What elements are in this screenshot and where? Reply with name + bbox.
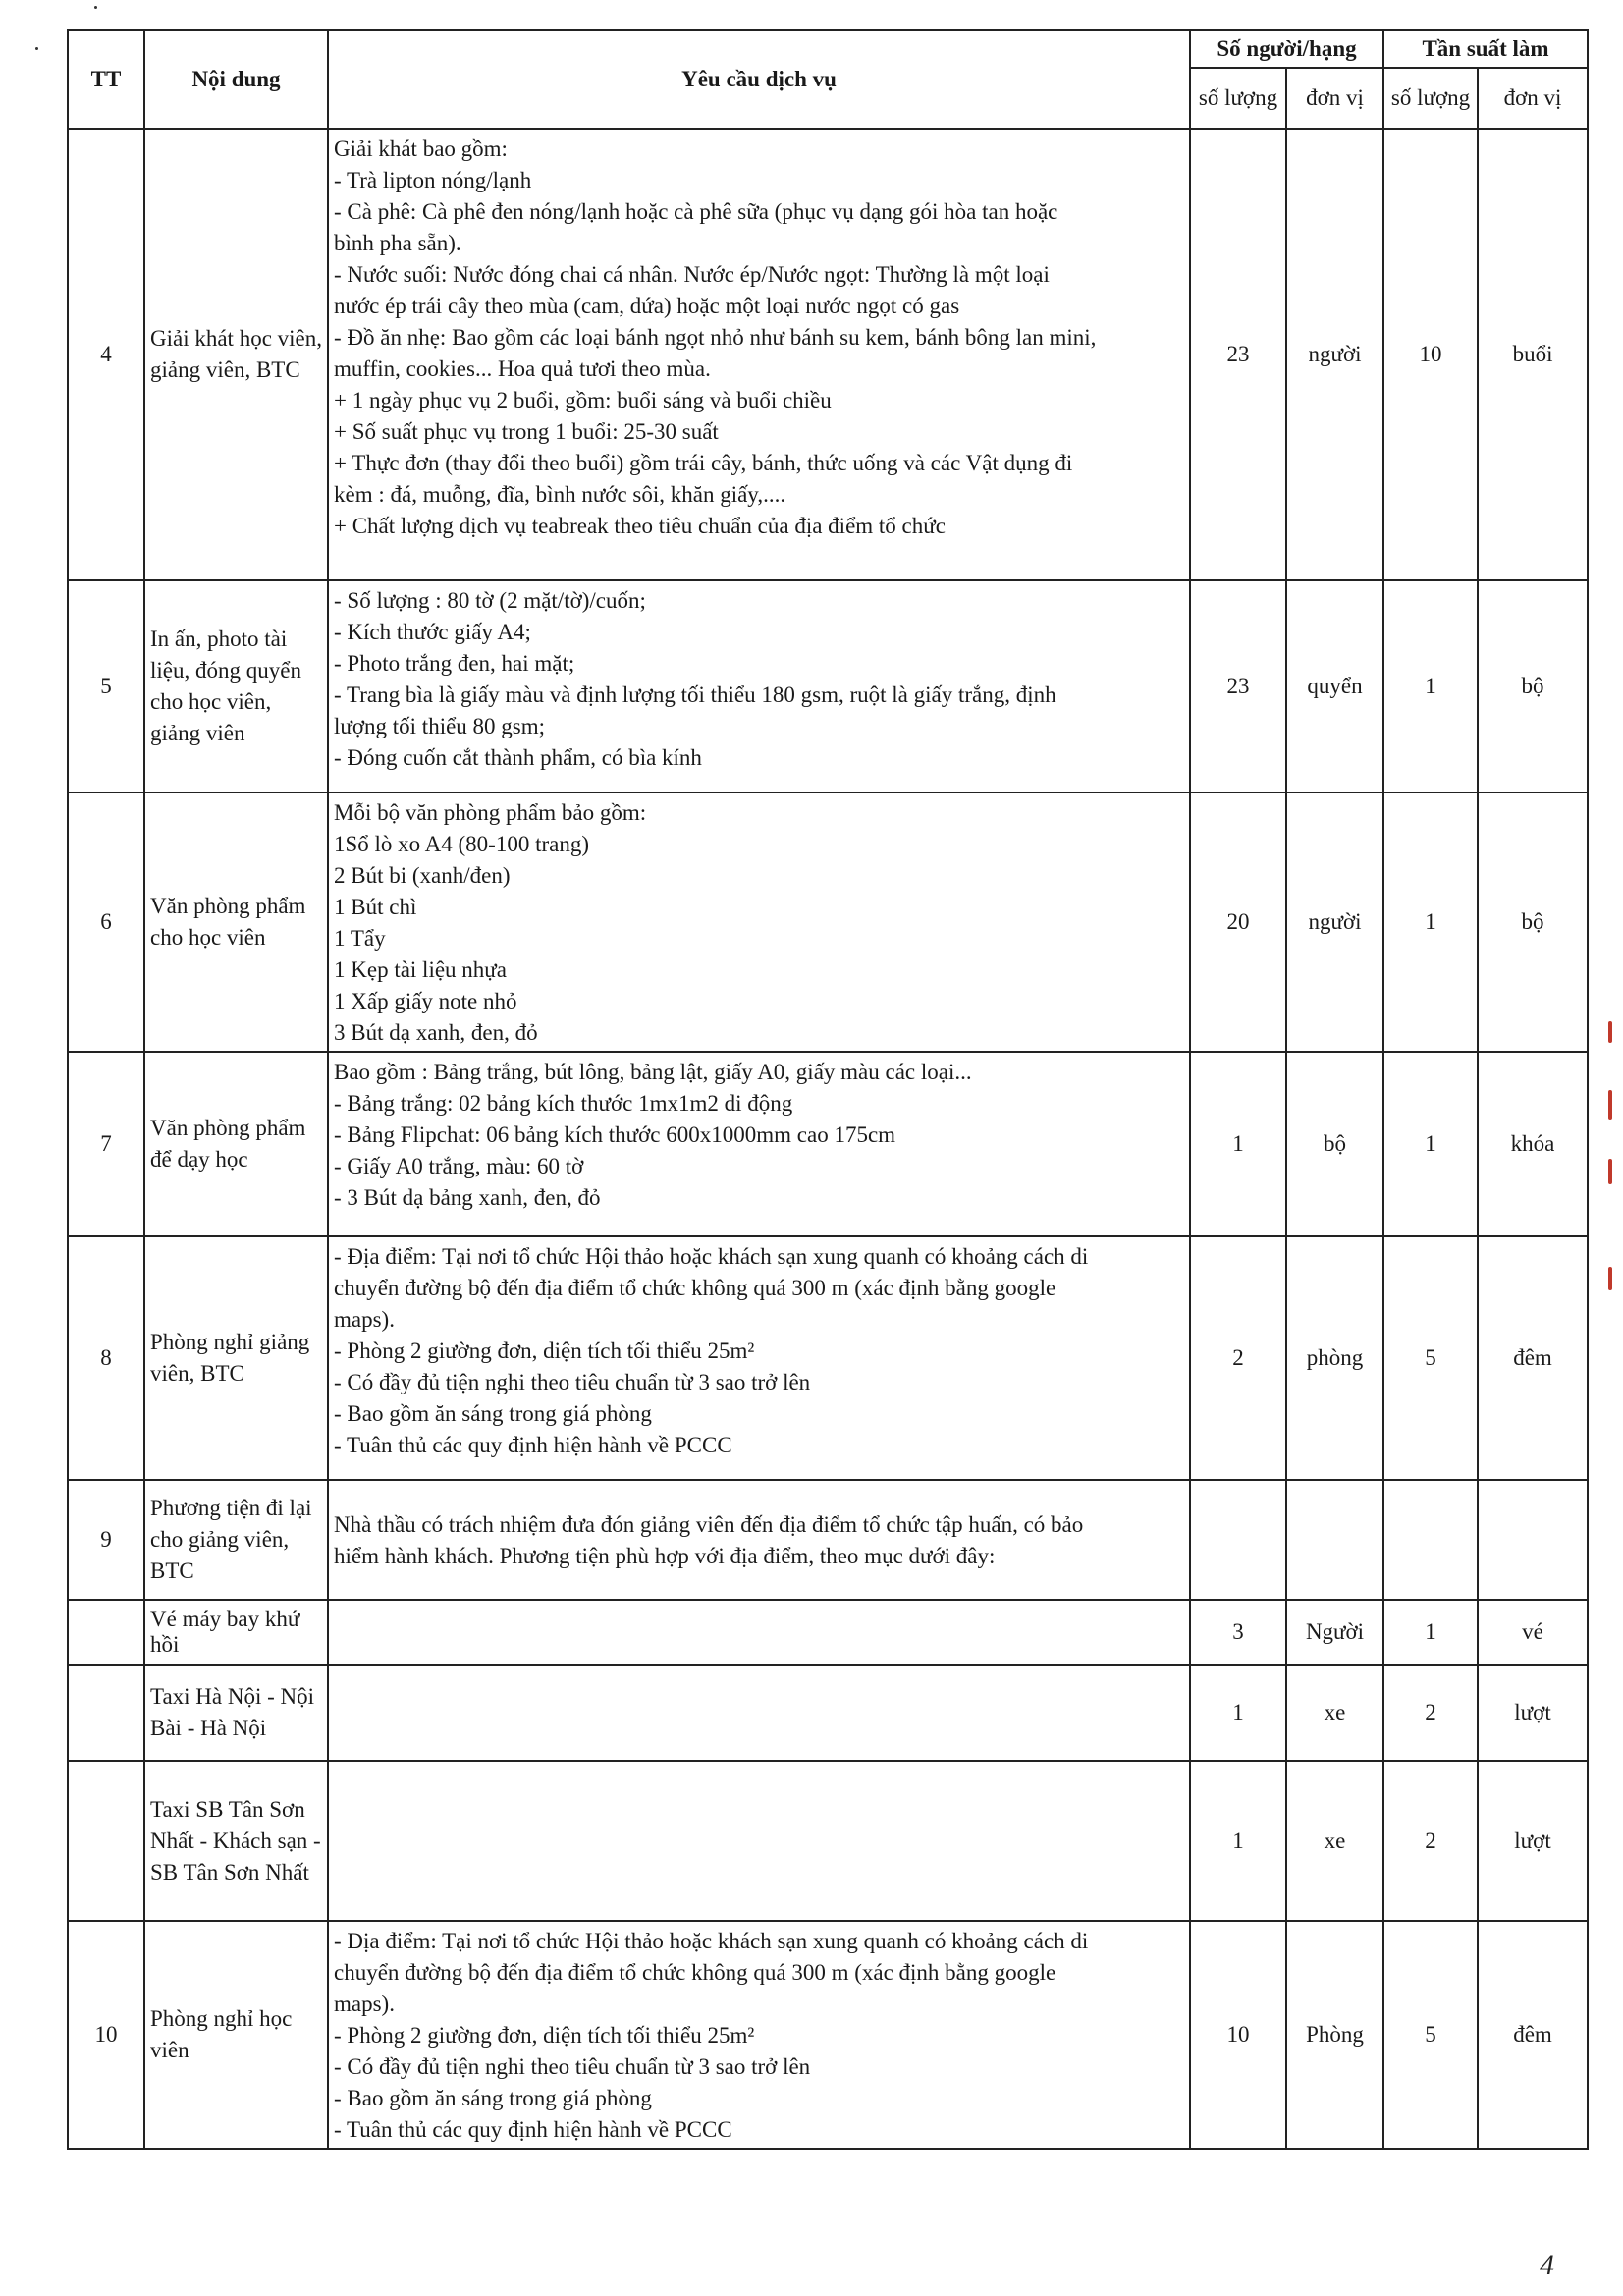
frequency-quantity: 1 bbox=[1383, 793, 1478, 1052]
table-row bbox=[68, 793, 1588, 1052]
requirement-line: - Địa điểm: Tại nơi tổ chức Hội thảo hoặc khách sạn xung quanh có khoảng cách di bbox=[334, 1929, 1089, 1953]
requirement-line: nước ép trái cây theo mùa (cam, dứa) hoặc một loại nước ngọt có gas bbox=[334, 294, 960, 318]
requirement-line: 1 Xấp giấy note nhỏ bbox=[334, 989, 517, 1013]
requirement-line: 1 Tẩy bbox=[334, 926, 386, 951]
requirement-line: Bao gồm : Bảng trắng, bút lông, bảng lật, giấy A0, giấy màu các loại... bbox=[334, 1060, 972, 1084]
row-content: Taxi Hà Nội - Nội Bài - Hà Nội bbox=[144, 1665, 328, 1761]
requirement-line: lượng tối thiểu 80 gsm; bbox=[334, 714, 546, 738]
requirement-line: - Địa điểm: Tại nơi tổ chức Hội thảo hoặc khách sạn xung quanh có khoảng cách di bbox=[334, 1244, 1089, 1269]
frequency-quantity: 1 bbox=[1383, 1600, 1478, 1665]
people-quantity: 3 bbox=[1190, 1600, 1286, 1665]
requirement-line: - Số lượng : 80 tờ (2 mặt/tờ)/cuốn; bbox=[334, 588, 646, 613]
table-row bbox=[68, 1236, 1588, 1480]
red-ink-margin-mark bbox=[1608, 1159, 1612, 1184]
frequency-quantity bbox=[1383, 1480, 1478, 1600]
requirement-line: bình pha sẵn). bbox=[334, 231, 461, 255]
people-unit: người bbox=[1286, 129, 1383, 580]
row-number: 10 bbox=[68, 1921, 144, 2149]
requirement-line: Mỗi bộ văn phòng phẩm bảo gồm: bbox=[334, 800, 647, 825]
frequency-unit: bộ bbox=[1478, 793, 1588, 1052]
people-unit: Người bbox=[1286, 1600, 1383, 1665]
frequency-unit: đêm bbox=[1478, 1921, 1588, 2149]
row-number: 4 bbox=[68, 129, 144, 580]
row-number: 6 bbox=[68, 793, 144, 1052]
row-content: Phòng nghỉ học viên bbox=[144, 1921, 328, 2149]
header-frequency-group: Tần suất làm bbox=[1383, 30, 1588, 68]
row-number bbox=[68, 1665, 144, 1761]
people-quantity: 20 bbox=[1190, 793, 1286, 1052]
requirement-line: - Bao gồm ăn sáng trong giá phòng bbox=[334, 2086, 652, 2110]
table-row bbox=[68, 1761, 1588, 1921]
frequency-quantity: 5 bbox=[1383, 1236, 1478, 1480]
frequency-unit: khóa bbox=[1478, 1052, 1588, 1236]
requirement-line: kèm : đá, muỗng, đĩa, bình nước sôi, khăn giấy,.... bbox=[334, 482, 786, 507]
requirement-line: 3 Bút dạ xanh, đen, đỏ bbox=[334, 1020, 538, 1045]
frequency-unit: đêm bbox=[1478, 1236, 1588, 1480]
frequency-unit: vé bbox=[1478, 1600, 1588, 1665]
service-requirements-table bbox=[67, 29, 1589, 2150]
table-row bbox=[68, 1665, 1588, 1761]
header-people-group: Số người/hạng bbox=[1190, 30, 1383, 68]
requirement-line: + 1 ngày phục vụ 2 buổi, gồm: buổi sáng và buổi chiều bbox=[334, 388, 832, 412]
requirement-line: + Số suất phục vụ trong 1 buổi: 25-30 suất bbox=[334, 419, 719, 444]
header-tt: TT bbox=[68, 30, 144, 129]
row-requirements bbox=[328, 129, 1190, 580]
red-ink-margin-mark bbox=[1608, 1090, 1612, 1120]
row-number: 5 bbox=[68, 580, 144, 793]
requirement-line: chuyển đường bộ đến địa điểm tổ chức không quá 300 m (xác định bằng google bbox=[334, 1960, 1056, 1985]
requirement-line: Nhà thầu có trách nhiệm đưa đón giảng viên đến địa điểm tổ chức tập huấn, có bảo bbox=[334, 1512, 1084, 1537]
people-quantity: 23 bbox=[1190, 580, 1286, 793]
requirement-line: - Tuân thủ các quy định hiện hành về PCCC bbox=[334, 2117, 732, 2142]
frequency-quantity: 1 bbox=[1383, 1052, 1478, 1236]
requirement-line: - Kích thước giấy A4; bbox=[334, 620, 531, 644]
row-number: 7 bbox=[68, 1052, 144, 1236]
requirement-line: maps). bbox=[334, 1307, 395, 1332]
requirement-line: 1 Bút chì bbox=[334, 895, 417, 919]
frequency-quantity: 2 bbox=[1383, 1665, 1478, 1761]
header-content: Nội dung bbox=[144, 30, 328, 129]
frequency-quantity: 1 bbox=[1383, 580, 1478, 793]
table-row bbox=[68, 1921, 1588, 2149]
row-content: In ấn, photo tài liệu, đóng quyển cho học viên, giảng viên bbox=[144, 580, 328, 793]
people-quantity: 23 bbox=[1190, 129, 1286, 580]
requirement-line: Giải khát bao gồm: bbox=[334, 137, 508, 161]
requirement-line: - Giấy A0 trắng, màu: 60 tờ bbox=[334, 1154, 584, 1178]
requirement-line: - Phòng 2 giường đơn, diện tích tối thiểu 25m² bbox=[334, 1339, 755, 1363]
requirement-line: - Nước suối: Nước đóng chai cá nhân. Nước ép/Nước ngọt: Thường là một loại bbox=[334, 262, 1050, 287]
people-unit: xe bbox=[1286, 1665, 1383, 1761]
people-quantity: 10 bbox=[1190, 1921, 1286, 2149]
header-frequency-qty: số lượng bbox=[1383, 68, 1478, 129]
row-content: Giải khát học viên, giảng viên, BTC bbox=[144, 129, 328, 580]
row-content: Văn phòng phẩm để dạy học bbox=[144, 1052, 328, 1236]
row-requirements bbox=[328, 1480, 1190, 1600]
row-requirements bbox=[328, 1600, 1190, 1665]
requirement-line: - Tuân thủ các quy định hiện hành về PCCC bbox=[334, 1433, 732, 1457]
row-content: Phương tiện đi lại cho giảng viên, BTC bbox=[144, 1480, 328, 1600]
red-ink-margin-mark bbox=[1608, 1267, 1612, 1290]
row-number: 9 bbox=[68, 1480, 144, 1600]
row-requirements bbox=[328, 1665, 1190, 1761]
row-requirements bbox=[328, 1236, 1190, 1480]
people-unit: người bbox=[1286, 793, 1383, 1052]
people-quantity: 1 bbox=[1190, 1665, 1286, 1761]
scan-speck bbox=[35, 47, 38, 50]
row-content: Vé máy bay khứ hồi bbox=[144, 1600, 328, 1665]
row-content: Văn phòng phẩm cho học viên bbox=[144, 793, 328, 1052]
row-number bbox=[68, 1600, 144, 1665]
row-requirements bbox=[328, 1761, 1190, 1921]
frequency-unit: lượt bbox=[1478, 1665, 1588, 1761]
frequency-unit: lượt bbox=[1478, 1761, 1588, 1921]
requirement-line: + Thực đơn (thay đổi theo buổi) gồm trái cây, bánh, thức uống và các Vật dụng đi bbox=[334, 451, 1073, 475]
people-quantity: 2 bbox=[1190, 1236, 1286, 1480]
red-ink-margin-mark bbox=[1608, 1021, 1612, 1043]
row-requirements bbox=[328, 793, 1190, 1052]
people-quantity: 1 bbox=[1190, 1052, 1286, 1236]
row-requirements bbox=[328, 580, 1190, 793]
frequency-quantity: 2 bbox=[1383, 1761, 1478, 1921]
frequency-quantity: 5 bbox=[1383, 1921, 1478, 2149]
requirement-line: - 3 Bút dạ bảng xanh, đen, đỏ bbox=[334, 1185, 601, 1210]
requirement-line: - Trà lipton nóng/lạnh bbox=[334, 168, 532, 192]
frequency-quantity: 10 bbox=[1383, 129, 1478, 580]
requirement-line: 2 Bút bi (xanh/đen) bbox=[334, 863, 511, 888]
row-number bbox=[68, 1761, 144, 1921]
scan-speck bbox=[94, 6, 97, 9]
people-unit: Phòng bbox=[1286, 1921, 1383, 2149]
table-row bbox=[68, 1480, 1588, 1600]
frequency-unit: bộ bbox=[1478, 580, 1588, 793]
header-requirement: Yêu cầu dịch vụ bbox=[328, 30, 1190, 129]
row-requirements bbox=[328, 1052, 1190, 1236]
people-quantity bbox=[1190, 1480, 1286, 1600]
page-number: 4 bbox=[1540, 2249, 1554, 2281]
table-row bbox=[68, 1600, 1588, 1665]
row-content: Phòng nghỉ giảng viên, BTC bbox=[144, 1236, 328, 1480]
row-content: Taxi SB Tân Sơn Nhất - Khách sạn - SB Tân Sơn Nhất bbox=[144, 1761, 328, 1921]
requirement-line: - Bảng trắng: 02 bảng kích thước 1mx1m2 di động bbox=[334, 1091, 793, 1116]
requirement-line: - Bao gồm ăn sáng trong giá phòng bbox=[334, 1401, 652, 1426]
row-number: 8 bbox=[68, 1236, 144, 1480]
header-people-qty: số lượng bbox=[1190, 68, 1286, 129]
header-people-unit: đơn vị bbox=[1286, 68, 1383, 129]
people-unit: xe bbox=[1286, 1761, 1383, 1921]
requirement-line: - Photo trắng đen, hai mặt; bbox=[334, 651, 575, 676]
requirement-line: chuyển đường bộ đến địa điểm tổ chức không quá 300 m (xác định bằng google bbox=[334, 1276, 1056, 1300]
table-body bbox=[68, 129, 1588, 2149]
requirement-line: - Có đầy đủ tiện nghi theo tiêu chuẩn từ 3 sao trở lên bbox=[334, 1370, 811, 1394]
requirement-line: - Phòng 2 giường đơn, diện tích tối thiểu 25m² bbox=[334, 2023, 755, 2048]
requirement-line: 1Sổ lò xo A4 (80-100 trang) bbox=[334, 832, 590, 856]
table-row bbox=[68, 129, 1588, 580]
requirement-line: - Cà phê: Cà phê đen nóng/lạnh hoặc cà phê sữa (phục vụ dạng gói hòa tan hoặc bbox=[334, 199, 1058, 224]
people-unit: bộ bbox=[1286, 1052, 1383, 1236]
row-requirements bbox=[328, 1921, 1190, 2149]
requirement-line: 1 Kẹp tài liệu nhựa bbox=[334, 957, 507, 982]
requirement-line: - Có đầy đủ tiện nghi theo tiêu chuẩn từ 3 sao trở lên bbox=[334, 2054, 811, 2079]
table-row bbox=[68, 1052, 1588, 1236]
requirement-line: - Trang bìa là giấy màu và định lượng tối thiểu 180 gsm, ruột là giấy trắng, định bbox=[334, 683, 1056, 707]
header-row-top bbox=[68, 30, 1588, 68]
requirement-line: muffin, cookies... Hoa quả tươi theo mùa. bbox=[334, 356, 711, 381]
header-frequency-unit: đơn vị bbox=[1478, 68, 1588, 129]
requirement-line: + Chất lượng dịch vụ teabreak theo tiêu chuẩn của địa điểm tổ chức bbox=[334, 514, 946, 538]
frequency-unit: buổi bbox=[1478, 129, 1588, 580]
people-quantity: 1 bbox=[1190, 1761, 1286, 1921]
requirement-line: hiểm hành khách. Phương tiện phù hợp với địa điểm, theo mục dưới đây: bbox=[334, 1544, 996, 1568]
people-unit: quyển bbox=[1286, 580, 1383, 793]
requirement-line: maps). bbox=[334, 1992, 395, 2016]
requirement-line: - Đóng cuốn cắt thành phẩm, có bìa kính bbox=[334, 745, 702, 770]
people-unit: phòng bbox=[1286, 1236, 1383, 1480]
people-unit bbox=[1286, 1480, 1383, 1600]
frequency-unit bbox=[1478, 1480, 1588, 1600]
requirement-line: - Bảng Flipchat: 06 bảng kích thước 600x1000mm cao 175cm bbox=[334, 1122, 896, 1147]
service-requirements-sheet bbox=[67, 29, 1587, 2150]
table-row bbox=[68, 580, 1588, 793]
requirement-line: - Đồ ăn nhẹ: Bao gồm các loại bánh ngọt nhỏ như bánh su kem, bánh bông lan mini, bbox=[334, 325, 1097, 350]
